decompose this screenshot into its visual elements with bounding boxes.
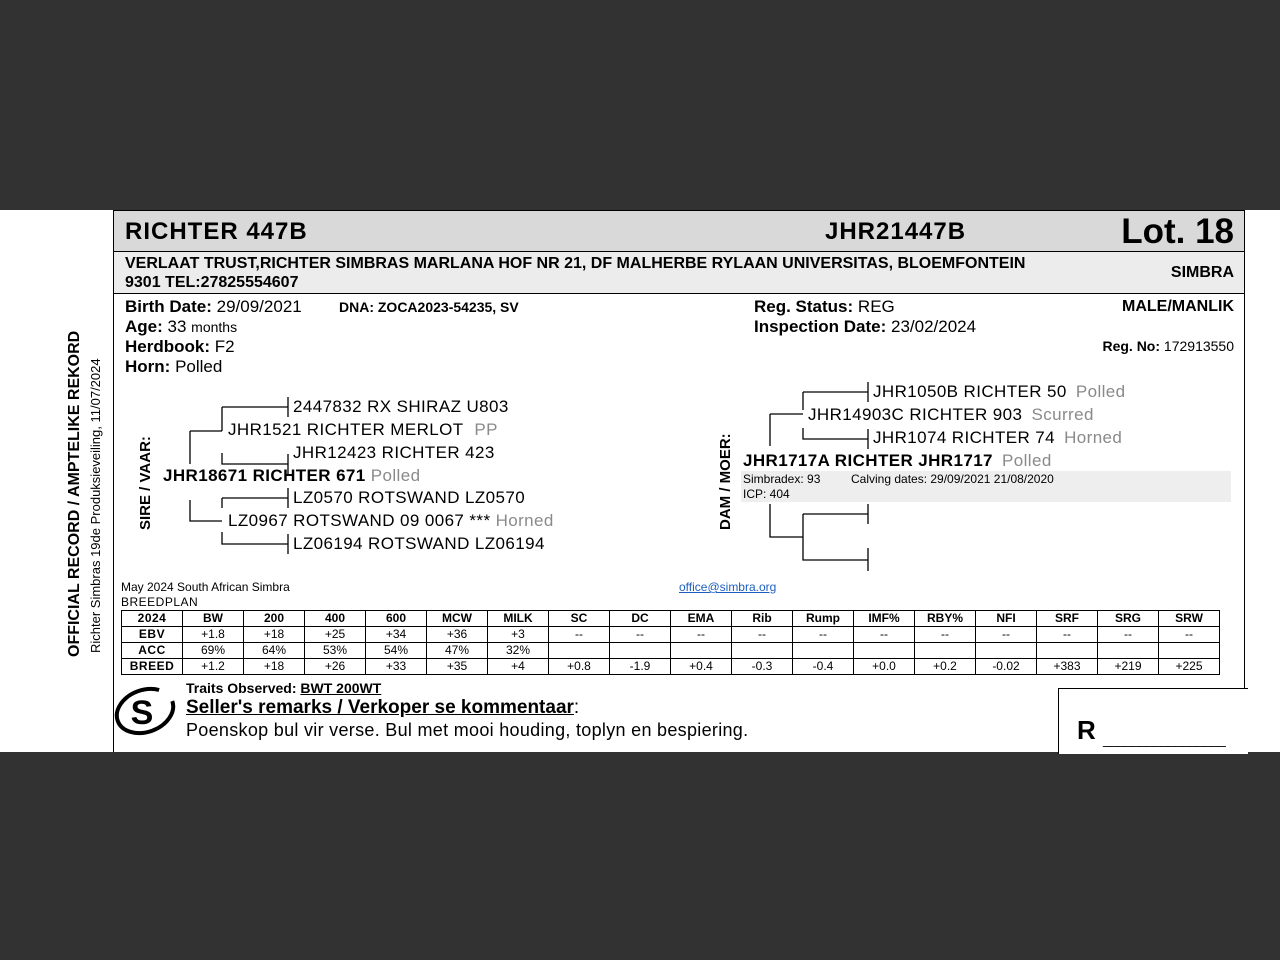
sire-dam-horn: Horned — [495, 511, 554, 530]
breedplan-column-header: 400 — [305, 611, 366, 627]
horn-value: Polled — [175, 357, 223, 376]
breedplan-cell — [549, 643, 610, 659]
breedplan-column-header: SC — [549, 611, 610, 627]
dam-sire — [808, 405, 1094, 425]
breedplan-column-header: SRG — [1098, 611, 1159, 627]
breedplan-cell: 54% — [366, 643, 427, 659]
remarks-heading — [186, 697, 579, 719]
sire-sire-horn: PP — [474, 420, 498, 439]
breedplan-cell: +0.8 — [549, 659, 610, 675]
breedplan-row-label: ACC — [122, 643, 183, 659]
breedplan-cell: -- — [1098, 627, 1159, 643]
dam-sire-sire-name: JHR1050B RICHTER 50 — [873, 382, 1067, 401]
breedplan-cell: 53% — [305, 643, 366, 659]
icp: ICP: 404 — [743, 487, 790, 501]
breedplan-column-header: DC — [610, 611, 671, 627]
breedplan-column-header: EMA — [671, 611, 732, 627]
breed-label: SIMBRA — [1170, 264, 1234, 281]
breedplan-cell: +219 — [1098, 659, 1159, 675]
sire-sire-name: JHR1521 RICHTER MERLOT — [228, 420, 464, 439]
breedplan-cell — [854, 643, 915, 659]
breedplan-year: 2024 — [122, 611, 183, 627]
remarks-text: Poenskop bul vir verse. Bul met mooi houding, toplyn en bespiering. — [186, 720, 749, 740]
birth-date-label: Birth Date: — [125, 297, 212, 316]
breedplan-column-header: 600 — [366, 611, 427, 627]
breedplan-cell — [793, 643, 854, 659]
breedplan-cell: +383 — [1037, 659, 1098, 675]
price-box[interactable] — [1058, 688, 1248, 754]
breedplan-cell: -- — [915, 627, 976, 643]
sire-dam-name: LZ0967 ROTSWAND 09 0067 *** — [228, 511, 491, 530]
breedplan-cell — [976, 643, 1037, 659]
breedplan-cell: +225 — [1159, 659, 1220, 675]
breedplan-title: BREEDPLAN — [121, 595, 199, 609]
calving-dates: Calving dates: 29/09/2021 21/08/2020 — [851, 472, 1054, 486]
age-unit: months — [191, 319, 238, 335]
breedplan-cell: -- — [1037, 627, 1098, 643]
breedplan-header-row — [122, 611, 1220, 627]
remarks-heading-text: Seller's remarks / Verkoper se kommentaar — [186, 697, 574, 718]
breedplan-cell — [1037, 643, 1098, 659]
breedplan-cell: +4 — [488, 659, 549, 675]
dam-sire-dam — [873, 428, 1122, 448]
logo-letter: S — [130, 694, 154, 732]
reg-status-value: REG — [857, 297, 895, 316]
breedplan-cell: -- — [854, 627, 915, 643]
breedplan-cell: +36 — [427, 627, 488, 643]
breedplan-cell: -0.02 — [976, 659, 1037, 675]
dam-horn: Polled — [1002, 451, 1052, 470]
reg-status-label: Reg. Status: — [754, 297, 854, 316]
dam-sire-dam-horn: Horned — [1064, 428, 1123, 447]
remarks-colon: : — [573, 697, 580, 718]
breedplan-cell — [1098, 643, 1159, 659]
breedplan-cell: +0.4 — [671, 659, 732, 675]
horn-label: Horn: — [125, 357, 171, 376]
breedplan-cell — [1159, 643, 1220, 659]
dam-animal — [743, 451, 1052, 471]
breedplan-cell: -- — [732, 627, 793, 643]
breedplan-cell: 69% — [183, 643, 244, 659]
breedplan-column-header: IMF% — [854, 611, 915, 627]
herdbook-value: F2 — [214, 337, 235, 356]
sire-sire — [228, 420, 498, 440]
price-line: _________________ — [1103, 731, 1226, 747]
breedplan-cell: +25 — [305, 627, 366, 643]
breedplan-row-label: EBV — [122, 627, 183, 643]
reg-number-value: 172913550 — [1163, 338, 1234, 354]
breedplan-cell: +26 — [305, 659, 366, 675]
inspection-date-label: Inspection Date: — [754, 317, 887, 336]
breedplan-column-header: Rib — [732, 611, 793, 627]
traits-observed — [186, 680, 381, 696]
sire-horn: Polled — [370, 466, 421, 485]
breedplan-cell: -- — [610, 627, 671, 643]
sire-sire-sire: 2447832 RX SHIRAZ U803 — [293, 397, 509, 416]
simbradex: Simbradex: 93 — [743, 472, 821, 486]
sire-dam-sire: LZ0570 ROTSWAND LZ0570 — [293, 488, 526, 507]
traits-value: BWT 200WT — [300, 680, 382, 696]
breedplan-column-header: BW — [183, 611, 244, 627]
inspection-date-value: 23/02/2024 — [890, 317, 977, 336]
official-record-label: OFFICIAL RECORD / AMPTELIKE REKORD — [66, 330, 83, 657]
traits-label: Traits Observed: — [186, 680, 297, 696]
breedplan-cell: -1.9 — [610, 659, 671, 675]
breedplan-column-header: MILK — [488, 611, 549, 627]
breedplan-cell: +1.2 — [183, 659, 244, 675]
breedplan-cell: 32% — [488, 643, 549, 659]
dam-section-label: DAM / MOER: — [717, 433, 734, 530]
breedplan-cell: -0.3 — [732, 659, 793, 675]
birth-date-value: 29/09/2021 — [216, 297, 302, 316]
sex-label: MALE/MANLIK — [1122, 298, 1234, 315]
breedplan-column-header: 200 — [244, 611, 305, 627]
sire-dam — [228, 511, 554, 531]
dam-sire-name: JHR14903C RICHTER 903 — [808, 405, 1023, 424]
breedplan-column-header: MCW — [427, 611, 488, 627]
owner-line-1: VERLAAT TRUST,RICHTER SIMBRAS MARLANA HOF NR 21, DF MALHERBE RYLAAN UNIVERSITAS, BLOEMFONTEIN — [125, 255, 1026, 272]
lot-number: Lot. 18 — [1121, 212, 1234, 251]
animal-name: RICHTER 447B — [125, 218, 308, 245]
breedplan-row-ebv — [122, 627, 1220, 643]
price-currency: R — [1077, 715, 1096, 745]
breedplan-cell — [610, 643, 671, 659]
breedplan-cell: -- — [549, 627, 610, 643]
sire-name: JHR18671 RICHTER 671 — [163, 466, 366, 485]
dam-sire-sire — [873, 382, 1126, 402]
breedplan-row-breed — [122, 659, 1220, 675]
breedplan-source: May 2024 South African Simbra — [121, 580, 290, 594]
dam-name: JHR1717A RICHTER JHR1717 — [743, 451, 993, 470]
breedplan-cell — [671, 643, 732, 659]
breedplan-cell: +18 — [244, 659, 305, 675]
dam-sire-horn: Scurred — [1031, 405, 1094, 424]
breedplan-cell: +1.8 — [183, 627, 244, 643]
herdbook-label: Herdbook: — [125, 337, 210, 356]
simbra-logo — [112, 686, 178, 736]
breedplan-row-acc — [122, 643, 1220, 659]
age-value: 33 — [167, 317, 187, 336]
breedplan-cell: +18 — [244, 627, 305, 643]
breedplan-cell: -0.4 — [793, 659, 854, 675]
breedplan-cell — [732, 643, 793, 659]
breedplan-cell: +35 — [427, 659, 488, 675]
breedplan-column-header: RBY% — [915, 611, 976, 627]
breedplan-cell: +33 — [366, 659, 427, 675]
breedplan-cell: 64% — [244, 643, 305, 659]
breedplan-cell: 47% — [427, 643, 488, 659]
animal-id: JHR21447B — [825, 218, 967, 245]
breedplan-cell: -- — [1159, 627, 1220, 643]
lot-record-page — [0, 210, 1280, 752]
sale-name-label: Richter Simbras 19de Produksieveiling, 11/07/2024 — [88, 358, 103, 653]
breedplan-cell: +0.0 — [854, 659, 915, 675]
breedplan-cell: -- — [671, 627, 732, 643]
sire-section-label: SIRE / VAAR: — [137, 436, 154, 530]
owner-line-2: 9301 TEL:27825554607 — [125, 274, 299, 291]
dam-sire-sire-horn: Polled — [1075, 382, 1126, 401]
breedplan-cell: -- — [976, 627, 1037, 643]
breedplan-column-header: Rump — [793, 611, 854, 627]
sire-sire-dam: JHR12423 RICHTER 423 — [293, 443, 495, 462]
dam-sire-dam-name: JHR1074 RICHTER 74 — [873, 428, 1055, 447]
breedplan-column-header: NFI — [976, 611, 1037, 627]
breedplan-cell: +34 — [366, 627, 427, 643]
sire-dam-dam: LZ06194 ROTSWAND LZ06194 — [293, 534, 545, 553]
email-link[interactable]: office@simbra.org — [679, 580, 777, 594]
breedplan-table — [121, 610, 1220, 675]
age-label: Age: — [125, 317, 163, 336]
breedplan-cell: -- — [793, 627, 854, 643]
breedplan-cell: +0.2 — [915, 659, 976, 675]
breedplan-cell: +3 — [488, 627, 549, 643]
sire-animal — [163, 466, 420, 486]
breedplan-row-label: BREED — [122, 659, 183, 675]
breedplan-column-header: SRF — [1037, 611, 1098, 627]
dna-info: DNA: ZOCA2023-54235, SV — [339, 299, 519, 315]
breedplan-column-header: SRW — [1159, 611, 1220, 627]
reg-number-label: Reg. No: — [1102, 338, 1161, 354]
breedplan-cell — [915, 643, 976, 659]
